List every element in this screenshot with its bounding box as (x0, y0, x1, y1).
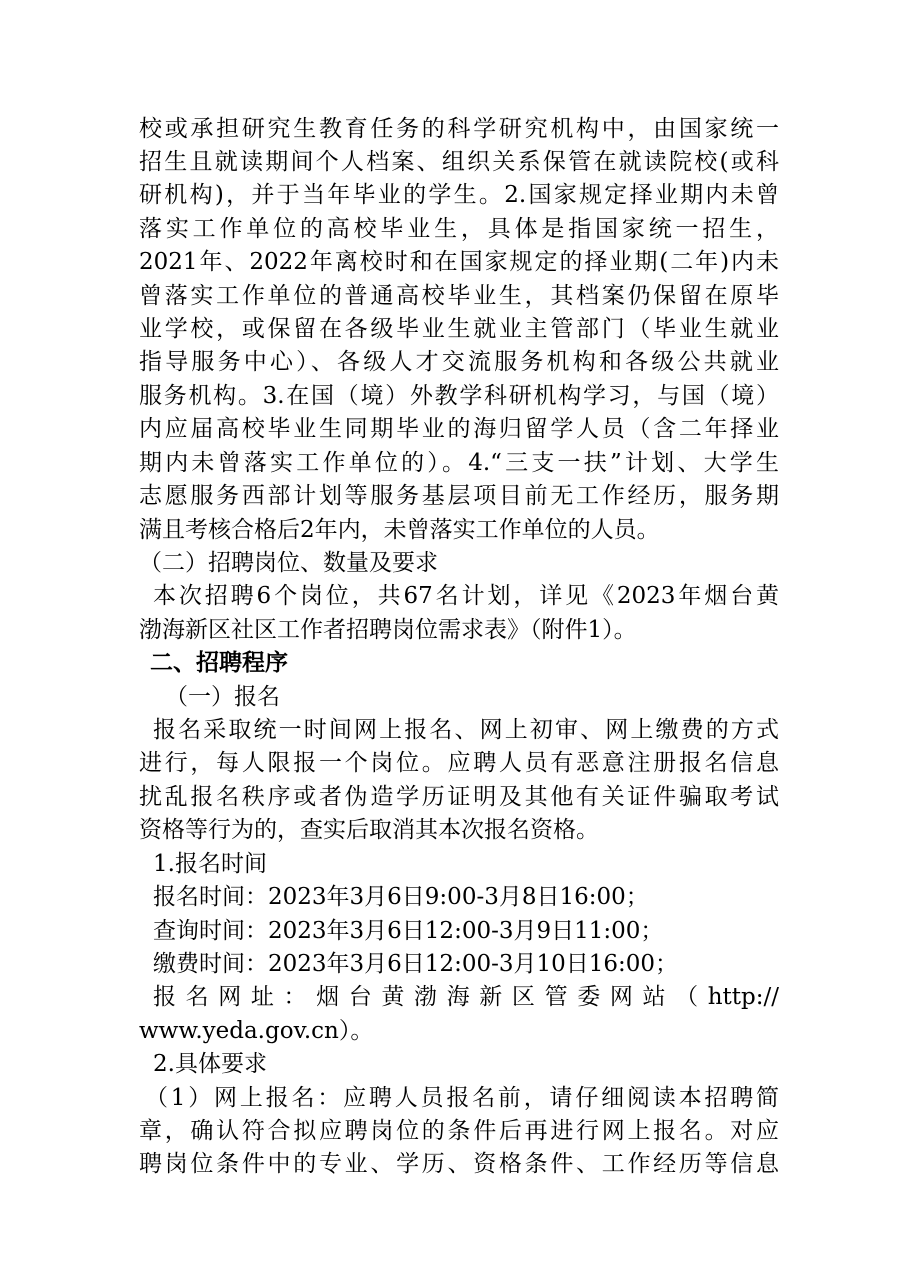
paragraph-line: 期内未曾落实工作单位的）。4.“三支一扶”计划、大学生 (139, 450, 779, 476)
paragraph-line: 本次招聘6个岗位，共67名计划，详见《2023年烟台黄 (153, 583, 779, 609)
paragraph-line: 服务机构。3.在国（境）外教学科研机构学习，与国（境） (139, 383, 779, 409)
paragraph-line: （1）网上报名：应聘人员报名前，请仔细阅读本招聘简 (145, 1085, 779, 1111)
paragraph-line: 曾落实工作单位的普通高校毕业生，其档案仍保留在原毕 (139, 283, 779, 309)
paragraph-line: 落实工作单位的高校毕业生，具体是指国家统一招生， (139, 216, 779, 242)
paragraph-line: 报名采取统一时间网上报名、网上初审、网上缴费的方式 (153, 717, 779, 743)
subsection-heading: 2.具体要求 (153, 1051, 267, 1077)
payment-time: 缴费时间：2023年3月6日12:00-3月10日16:00； (153, 951, 679, 977)
subsection-heading: 1.报名时间 (153, 851, 267, 877)
paragraph-line: 进行，每人限报一个岗位。应聘人员有恶意注册报名信息 (139, 750, 779, 776)
paragraph-line: 资格等行为的，查实后取消其本次报名资格。 (139, 817, 599, 843)
paragraph-line: 2021年、2022年离校时和在国家规定的择业期(二年)内未 (139, 249, 779, 275)
paragraph-line: 指导服务中心）、各级人才交流服务机构和各级公共就业 (139, 349, 779, 375)
paragraph-line: 招生且就读期间个人档案、组织关系保管在就读院校(或科 (139, 149, 779, 175)
paragraph-line: 内应届高校毕业生同期毕业的海归留学人员（含二年择业 (139, 416, 779, 442)
registration-url-continued: www.yeda.gov.cn）。 (139, 1018, 374, 1044)
query-time: 查询时间：2023年3月6日12:00-3月9日11:00； (153, 918, 664, 944)
paragraph-line: 业学校，或保留在各级毕业生就业主管部门（毕业生就业 (139, 316, 779, 342)
section-heading-1: （一）报名 (165, 684, 280, 710)
paragraph-line: 校或承担研究生教育任务的科学研究机构中，由国家统一 (139, 116, 779, 142)
paragraph-line: 志愿服务西部计划等服务基层项目前无工作经历，服务期 (139, 483, 779, 509)
registration-url: 报名网址：烟台黄渤海新区管委网站（http:// (153, 984, 779, 1010)
paragraph-line: 聘岗位条件中的专业、学历、资格条件、工作经历等信息 (139, 1151, 779, 1177)
paragraph-line: 章，确认符合拟应聘岗位的条件后再进行网上报名。对应 (139, 1118, 779, 1144)
paragraph-line: 满且考核合格后2年内，未曾落实工作单位的人员。 (139, 517, 660, 543)
paragraph-line: 扰乱报名秩序或者伪造学历证明及其他有关证件骗取考试 (139, 784, 779, 810)
section-heading-2: （二）招聘岗位、数量及要求 (139, 550, 438, 576)
chapter-heading: 二、招聘程序 (150, 650, 288, 676)
paragraph-line: 研机构)，并于当年毕业的学生。2.国家规定择业期内未曾 (139, 182, 779, 208)
paragraph-line: 渤海新区社区工作者招聘岗位需求表》（附件1）。 (139, 617, 637, 643)
registration-time: 报名时间：2023年3月6日9:00-3月8日16:00； (153, 884, 649, 910)
